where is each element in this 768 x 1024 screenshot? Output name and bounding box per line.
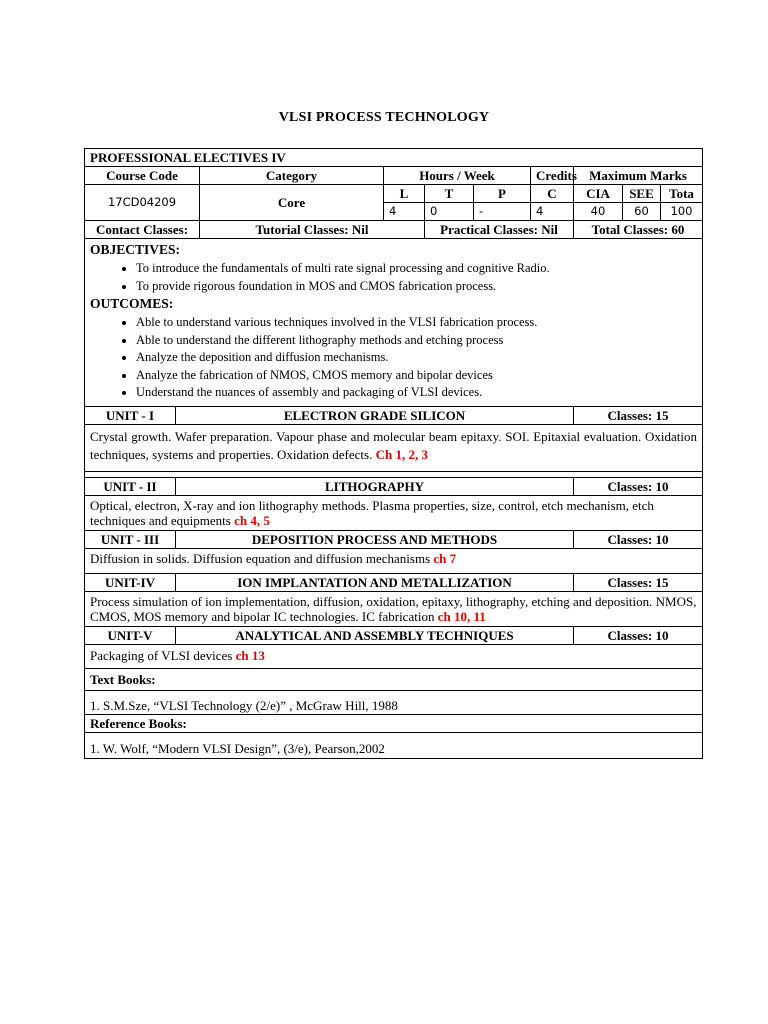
l-value: 4 xyxy=(384,203,425,221)
t-label: T xyxy=(425,185,474,203)
unit-label: UNIT-IV xyxy=(85,573,176,591)
total-value: 100 xyxy=(661,203,703,221)
unit-chapter-ref: ch 7 xyxy=(433,550,457,566)
unit-content-row xyxy=(85,591,703,626)
p-label: P xyxy=(474,185,531,203)
outcome-item: • Analyze the fabrication of NMOS, CMOS memory and bipolar devices xyxy=(136,367,697,385)
outcomes-heading: OUTCOMES: xyxy=(90,296,174,311)
reference-books-heading: Reference Books: xyxy=(85,714,703,732)
hours-label: Hours / Week xyxy=(384,167,531,185)
outcome-item: • Understand the nuances of assembly and packaging of VLSI devices. xyxy=(136,384,697,402)
unit-content-cell xyxy=(85,495,703,530)
c-value: 4 xyxy=(531,203,574,221)
unit-content-row xyxy=(85,644,703,668)
unit-header-row xyxy=(85,573,703,591)
text-book-1: 1. S.M.Sze, “VLSI Technology (2/e)” , McGraw Hill, 1988 xyxy=(85,690,703,714)
program-row xyxy=(85,149,703,167)
outcome-item: • Analyze the deposition and diffusion mechanisms. xyxy=(136,349,697,367)
unit-classes: Classes: 15 xyxy=(574,573,703,591)
unit-content: Packaging of VLSI devices xyxy=(90,647,233,663)
unit-content: Optical, electron, X-ray and ion lithography methods. Plasma properties, size, control, etch mechanism, etch techniques and equipments xyxy=(90,497,654,528)
objectives-outcomes-row xyxy=(85,239,703,407)
category-value: Core xyxy=(200,185,384,221)
unit-classes: Classes: 10 xyxy=(574,626,703,644)
unit-label: UNIT - II xyxy=(85,477,176,495)
reference-book-1: 1. W. Wolf, “Modern VLSI Design”, (3/e), Pearson,2002 xyxy=(85,732,703,758)
total-classes: Total Classes: 60 xyxy=(574,221,703,239)
course-code-label: Course Code xyxy=(85,167,200,185)
header-row xyxy=(85,167,703,185)
marks-label: Maximum Marks xyxy=(574,167,703,185)
unit-chapter-ref: Ch 1, 2, 3 xyxy=(375,446,428,462)
reference-book-row xyxy=(85,732,703,758)
unit-chapter-ref: ch 13 xyxy=(235,647,265,663)
c-label: C xyxy=(531,185,574,203)
practical-classes: Practical Classes: Nil xyxy=(425,221,574,239)
unit-name: DEPOSITION PROCESS AND METHODS xyxy=(176,530,574,548)
unit-content-cell xyxy=(85,644,703,668)
ltp-row xyxy=(85,185,703,203)
unit-label: UNIT - I xyxy=(85,406,176,424)
credits-label: Credits xyxy=(531,167,574,185)
t-value: 0 xyxy=(425,203,474,221)
unit-chapter-ref: ch 10, 11 xyxy=(437,608,486,624)
outcome-item: • Able to understand the different lithography methods and etching process xyxy=(136,332,697,350)
objectives-list xyxy=(90,260,697,295)
l-label: L xyxy=(384,185,425,203)
unit-chapter-ref: ch 4, 5 xyxy=(234,512,270,528)
total-label: Tota xyxy=(661,185,703,203)
unit-classes: Classes: 10 xyxy=(574,477,703,495)
unit-content: Diffusion in solids. Diffusion equation and diffusion mechanisms xyxy=(90,550,431,566)
unit-content-cell xyxy=(85,591,703,626)
unit-name: LITHOGRAPHY xyxy=(176,477,574,495)
see-label: SEE xyxy=(623,185,661,203)
unit-header-row xyxy=(85,530,703,548)
unit-label: UNIT-V xyxy=(85,626,176,644)
unit-content-row xyxy=(85,495,703,530)
unit-content: Crystal growth. Wafer preparation. Vapour phase and molecular beam epitaxy. SOI. Epitaxial evaluation. Oxidation techniques, systems and properties. Oxidation defects. xyxy=(90,428,698,462)
unit-content-row xyxy=(85,548,703,573)
tutorial-classes: Tutorial Classes: Nil xyxy=(200,221,425,239)
cia-value: 40 xyxy=(574,203,623,221)
text-books-heading-row xyxy=(85,668,703,690)
unit-classes: Classes: 10 xyxy=(574,530,703,548)
unit-label: UNIT - III xyxy=(85,530,176,548)
classes-row xyxy=(85,221,703,239)
unit-header-row xyxy=(85,626,703,644)
cia-label: CIA xyxy=(574,185,623,203)
unit-classes: Classes: 15 xyxy=(574,406,703,424)
program-label: PROFESSIONAL ELECTIVES IV xyxy=(85,149,703,167)
course-code: 17CD04209 xyxy=(85,185,200,221)
unit-name: ANALYTICAL AND ASSEMBLY TECHNIQUES xyxy=(176,626,574,644)
category-label: Category xyxy=(200,167,384,185)
reference-books-heading-row xyxy=(85,714,703,732)
see-value: 60 xyxy=(623,203,661,221)
objective-item: • To introduce the fundamentals of multi rate signal processing and cognitive Radio. xyxy=(136,260,697,278)
unit-name: ELECTRON GRADE SILICON xyxy=(176,406,574,424)
text-book-row xyxy=(85,690,703,714)
text-books-heading: Text Books: xyxy=(85,668,703,690)
unit-content-cell xyxy=(85,548,703,573)
course-title: VLSI PROCESS TECHNOLOGY xyxy=(278,110,490,125)
unit-content-cell xyxy=(85,424,703,471)
unit-content: Process simulation of ion implementation, diffusion, oxidation, epitaxy, lithography, etching and deposition. NMOS, CMOS, MOS memory and bipolar IC technologies. IC fabrication xyxy=(90,593,697,624)
outcomes-list xyxy=(90,314,697,402)
contact-classes: Contact Classes: xyxy=(85,221,200,239)
objectives-heading: OBJECTIVES: xyxy=(90,242,181,257)
p-value: - xyxy=(474,203,531,221)
outcome-item: • Able to understand various techniques involved in the VLSI fabrication process. xyxy=(136,314,697,332)
syllabus-table xyxy=(84,148,703,759)
objectives-outcomes-cell xyxy=(85,239,703,407)
unit-content-row xyxy=(85,424,703,471)
unit-header-row xyxy=(85,477,703,495)
unit-header-row xyxy=(85,406,703,424)
objective-item: • To provide rigorous foundation in MOS and CMOS fabrication process. xyxy=(136,278,697,296)
unit-name: ION IMPLANTATION AND METALLIZATION xyxy=(176,573,574,591)
